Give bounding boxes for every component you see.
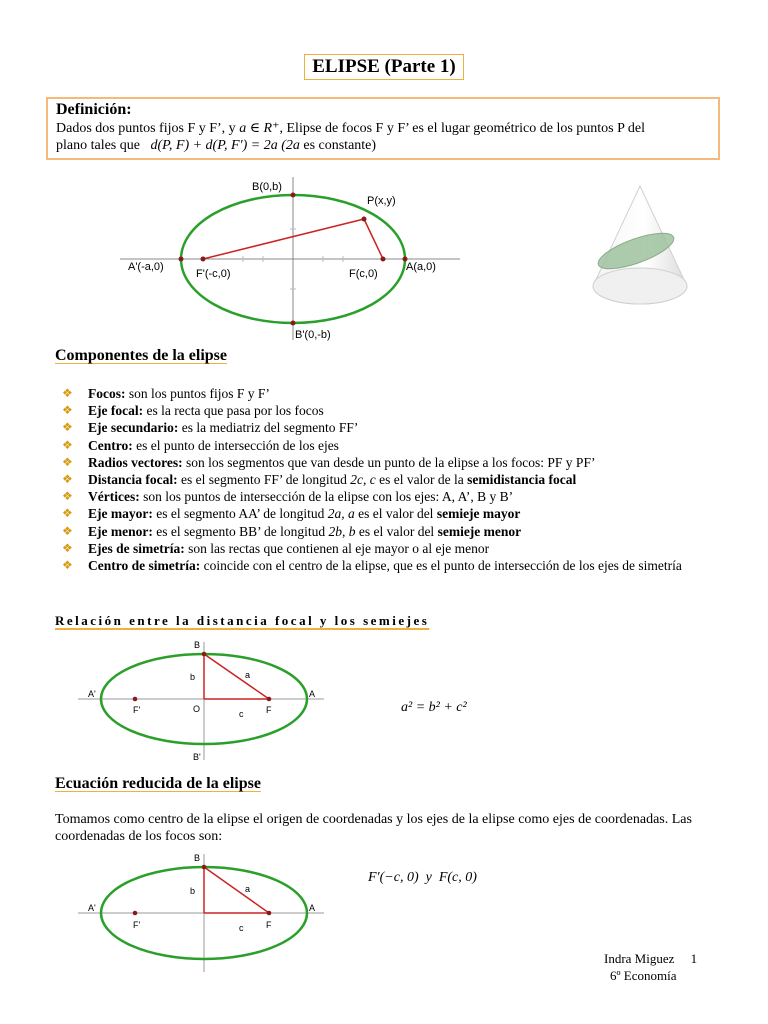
page-title: ELIPSE (Parte 1) xyxy=(304,54,464,80)
component-description: son los puntos de intersección de la elipse con los ejes: A, A’, B y B’ xyxy=(139,489,514,505)
label-b-prime: B' xyxy=(193,752,201,762)
reduced-paragraph: Tomamos como centro de la elipse el origen de coordenadas y los ejes de la elipse como ejes de coordenadas. Las coordenadas de los focos son: xyxy=(55,812,692,844)
component-item xyxy=(60,541,720,557)
label-b: B(0,b) xyxy=(252,181,282,193)
component-term: Eje mayor: xyxy=(88,506,153,522)
component-term: Centro: xyxy=(88,437,133,453)
component-item xyxy=(60,506,720,522)
label-side-a: a xyxy=(245,670,251,680)
label-a-prime: A' xyxy=(88,689,96,699)
ellipse-figure-main xyxy=(110,172,470,342)
definition-text: es constante) xyxy=(303,138,377,153)
footer-course: 6º Economía xyxy=(610,968,677,983)
definition-line-2 xyxy=(56,137,710,154)
ellipse-figure-relation xyxy=(72,636,332,764)
diamond-bullet-icon: ❖ xyxy=(62,386,73,400)
component-description: son las rectas que contienen al eje mayor o al eje menor xyxy=(184,540,490,556)
label-side-c: c xyxy=(239,923,244,933)
component-tail-term: semieje menor xyxy=(437,523,522,539)
diamond-bullet-icon: ❖ xyxy=(62,557,73,572)
component-term: Eje secundario: xyxy=(88,420,179,436)
label-a-prime: A' xyxy=(88,903,96,913)
component-term: Eje focal: xyxy=(88,403,144,419)
component-math: 2b, b xyxy=(328,523,356,539)
label-b-prime: B'(0,-b) xyxy=(295,329,331,341)
radius-vector-pf xyxy=(364,219,383,259)
component-description: es la mediatriz del segmento FF’ xyxy=(178,420,359,436)
component-tail: es el valor del xyxy=(354,506,437,522)
components-heading: Componentes de la elipse xyxy=(55,347,227,364)
component-description: es el segmento BB’ de longitud xyxy=(152,523,329,539)
component-tail-term: semidistancia focal xyxy=(467,471,577,487)
component-description: coincide con el centro de la elipse, que es el punto de intersección de los ejes de simetría xyxy=(200,557,682,573)
diamond-bullet-icon: ❖ xyxy=(62,489,73,504)
label-f: F xyxy=(266,705,272,715)
definition-box xyxy=(46,97,720,160)
component-term: Centro de simetría: xyxy=(88,557,201,573)
label-side-c: c xyxy=(239,709,244,719)
component-item xyxy=(60,472,720,488)
component-description: son los puntos fijos F y F’ xyxy=(125,386,270,401)
diamond-bullet-icon: ❖ xyxy=(62,437,73,452)
component-description: es el punto de intersección de los ejes xyxy=(132,437,339,453)
component-item xyxy=(60,558,720,574)
label-f-prime: F' xyxy=(133,920,141,930)
diamond-bullet-icon: ❖ xyxy=(62,540,73,555)
page-number: 1 xyxy=(690,951,698,966)
component-item xyxy=(60,455,720,471)
component-item xyxy=(60,524,720,540)
component-math: 2c, c xyxy=(350,471,376,487)
component-description: es el segmento AA’ de longitud xyxy=(152,506,328,522)
component-item xyxy=(60,386,720,402)
label-a: A xyxy=(309,903,316,913)
component-item xyxy=(60,420,720,436)
label-side-b: b xyxy=(190,886,196,896)
definition-text: plano tales que xyxy=(56,138,140,153)
cone-illustration xyxy=(585,182,695,312)
label-a: A xyxy=(309,689,316,699)
diamond-bullet-icon: ❖ xyxy=(62,420,73,435)
component-description: son los segmentos que van desde un punto de la elipse a los focos: PF y PF’ xyxy=(182,454,596,470)
components-list xyxy=(60,386,720,575)
component-term: Vértices: xyxy=(88,489,140,505)
component-description: es la recta que pasa por los focos xyxy=(143,403,324,419)
definition-math: a ∈ R⁺ xyxy=(239,121,280,136)
reduced-heading: Ecuación reducida de la elipse xyxy=(55,775,261,792)
component-term: Eje menor: xyxy=(88,523,153,539)
footer xyxy=(604,950,697,984)
component-math: 2a, a xyxy=(327,506,355,522)
label-p: P(x,y) xyxy=(367,195,396,207)
label-f: F xyxy=(266,920,272,930)
label-b: B xyxy=(194,640,201,650)
component-term: Ejes de simetría: xyxy=(88,540,185,556)
component-item xyxy=(60,489,720,505)
label-o: O xyxy=(193,704,201,714)
component-item xyxy=(60,403,720,419)
label-side-b: b xyxy=(190,672,196,682)
label-f: F(c,0) xyxy=(349,268,378,280)
component-tail-term: semieje mayor xyxy=(436,506,521,522)
relation-heading: Relación entre la distancia focal y los semiejes xyxy=(55,613,430,628)
diamond-bullet-icon: ❖ xyxy=(62,506,73,521)
footer-author: Indra Miguez xyxy=(604,951,675,966)
ellipse-figure-foci xyxy=(72,848,332,976)
radius-vector-pf-prime xyxy=(203,219,364,259)
definition-text: Dados dos puntos fijos F y F’, y xyxy=(56,121,236,136)
foci-coordinates: F′(−c, 0) y F(c, 0) xyxy=(368,870,477,885)
component-term: Focos: xyxy=(88,386,126,401)
definition-line-1 xyxy=(56,120,710,137)
definition-heading: Definición: xyxy=(56,101,132,118)
label-f-prime: F'(-c,0) xyxy=(196,268,231,280)
component-item xyxy=(60,438,720,454)
component-term: Radios vectores: xyxy=(88,454,183,470)
label-a-prime: A'(-a,0) xyxy=(128,261,164,273)
label-side-a: a xyxy=(245,884,251,894)
component-tail: es el valor de la xyxy=(375,471,468,487)
diamond-bullet-icon: ❖ xyxy=(62,471,73,486)
label-a: A(a,0) xyxy=(406,261,436,273)
cone-base xyxy=(593,268,687,304)
component-description: es el segmento FF’ de longitud xyxy=(177,471,351,487)
label-b: B xyxy=(194,853,201,863)
definition-text: , Elipse de focos F y F’ es el lugar geométrico de los puntos P del xyxy=(279,121,645,136)
component-term: Distancia focal: xyxy=(88,471,178,487)
component-tail: es el valor del xyxy=(355,523,438,539)
pythagoras-formula: a² = b² + c² xyxy=(401,700,467,715)
diamond-bullet-icon: ❖ xyxy=(62,523,73,538)
diamond-bullet-icon: ❖ xyxy=(62,403,73,418)
label-f-prime: F' xyxy=(133,705,141,715)
diamond-bullet-icon: ❖ xyxy=(62,454,73,469)
definition-formula: d(P, F) + d(P, F′) = 2a (2a xyxy=(150,138,300,153)
